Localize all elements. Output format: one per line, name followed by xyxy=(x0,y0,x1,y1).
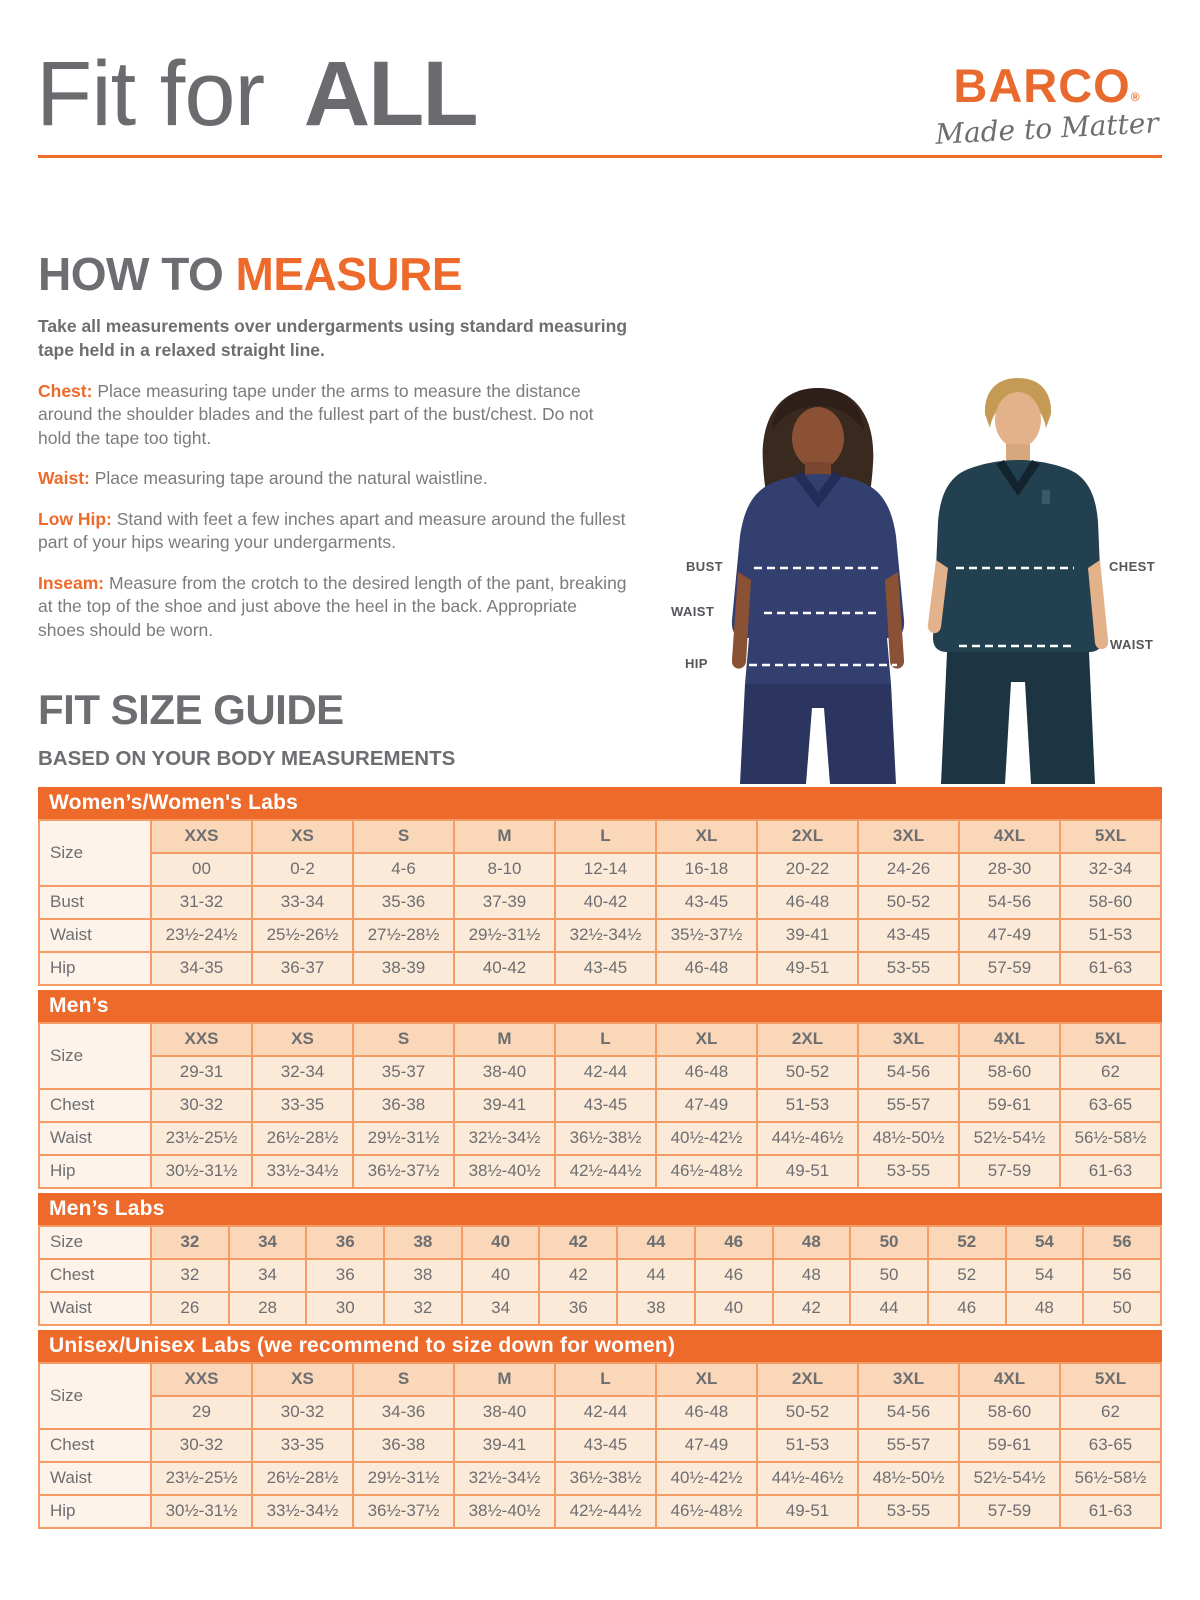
waist-label-man: WAIST xyxy=(1110,637,1154,652)
waist-label-woman: WAIST xyxy=(671,604,715,619)
measurement-value-cell: 54-56 xyxy=(959,886,1060,919)
numeric-size-cell: 30-32 xyxy=(252,1396,353,1429)
measurement-row-label: Chest xyxy=(39,1429,151,1462)
measurement-value-cell: 56½-58½ xyxy=(1060,1122,1161,1155)
size-header-cell: 5XL xyxy=(1060,1363,1161,1396)
size-header-cell: XXS xyxy=(151,1023,252,1056)
measurement-value-cell: 55-57 xyxy=(858,1429,959,1462)
step-label: Inseam: xyxy=(38,573,105,594)
hip-label: HIP xyxy=(685,656,708,671)
size-header-cell: XL xyxy=(656,820,757,853)
step-text: Stand with feet a few inches apart and measure around the fullest part of your hips wearing your undergarments. xyxy=(38,509,626,553)
measurement-value-cell: 44 xyxy=(850,1292,928,1325)
measurement-value-cell: 52½-54½ xyxy=(959,1122,1060,1155)
size-tables xyxy=(38,787,1162,1533)
size-header-cell: 44 xyxy=(617,1226,695,1259)
numeric-size-cell: 38-40 xyxy=(454,1056,555,1089)
measurement-value-cell: 35½-37½ xyxy=(656,919,757,952)
measurement-value-cell: 63-65 xyxy=(1060,1429,1161,1462)
table-row xyxy=(39,1495,1161,1528)
brand-wordmark: BARCO xyxy=(953,59,1131,112)
measurement-value-cell: 42 xyxy=(773,1292,851,1325)
measurement-row-label: Waist xyxy=(39,1292,151,1325)
measurement-row-label: Waist xyxy=(39,1462,151,1495)
page-title xyxy=(36,43,477,145)
numeric-size-cell: 20-22 xyxy=(757,853,858,886)
measurement-value-cell: 30½-31½ xyxy=(151,1495,252,1528)
measurement-value-cell: 23½-24½ xyxy=(151,919,252,952)
numeric-size-cell: 32-34 xyxy=(252,1056,353,1089)
measurement-value-cell: 29½-31½ xyxy=(454,919,555,952)
measurement-value-cell: 51-53 xyxy=(757,1429,858,1462)
numeric-size-cell: 0-2 xyxy=(252,853,353,886)
measure-step-chest xyxy=(38,380,628,450)
measurement-value-cell: 47-49 xyxy=(656,1089,757,1122)
brand-name xyxy=(930,59,1164,112)
measurement-value-cell: 28 xyxy=(229,1292,307,1325)
measurement-row-label: Waist xyxy=(39,919,151,952)
heading-orange-part: MEASURE xyxy=(235,248,463,300)
measurement-value-cell: 59-61 xyxy=(959,1089,1060,1122)
measurement-value-cell: 42 xyxy=(539,1259,617,1292)
table-title-band: Women’s/Women's Labs xyxy=(38,787,1162,819)
size-header-cell: 4XL xyxy=(959,1363,1060,1396)
numeric-size-cell: 42-44 xyxy=(555,1396,656,1429)
numeric-size-cell: 62 xyxy=(1060,1056,1161,1089)
measurement-value-cell: 36-38 xyxy=(353,1089,454,1122)
table-row xyxy=(39,952,1161,985)
numeric-size-cell: 50-52 xyxy=(757,1056,858,1089)
measurement-value-cell: 40-42 xyxy=(454,952,555,985)
numeric-size-cell: 24-26 xyxy=(858,853,959,886)
measurement-value-cell: 36½-37½ xyxy=(353,1495,454,1528)
measurement-value-cell: 33½-34½ xyxy=(252,1495,353,1528)
measurement-value-cell: 59-61 xyxy=(959,1429,1060,1462)
measurement-value-cell: 27½-28½ xyxy=(353,919,454,952)
size-header-cell: M xyxy=(454,820,555,853)
measurement-row-label: Chest xyxy=(39,1089,151,1122)
measurement-value-cell: 34-35 xyxy=(151,952,252,985)
measurement-value-cell: 53-55 xyxy=(858,1155,959,1188)
size-header-cell: XXS xyxy=(151,820,252,853)
measurement-value-cell: 32½-34½ xyxy=(454,1462,555,1495)
measurement-value-cell: 29½-31½ xyxy=(353,1122,454,1155)
size-header-cell: 48 xyxy=(773,1226,851,1259)
measurement-value-cell: 36 xyxy=(306,1259,384,1292)
measurement-row-label: Waist xyxy=(39,1122,151,1155)
measurement-value-cell: 46½-48½ xyxy=(656,1155,757,1188)
numeric-size-cell: 16-18 xyxy=(656,853,757,886)
measurement-value-cell: 51-53 xyxy=(1060,919,1161,952)
measurement-value-cell: 37-39 xyxy=(454,886,555,919)
numeric-size-cell: 50-52 xyxy=(757,1396,858,1429)
size-header-cell: 3XL xyxy=(858,1023,959,1056)
measurement-value-cell: 43-45 xyxy=(858,919,959,952)
measurement-value-cell: 50-52 xyxy=(858,886,959,919)
brand-logo xyxy=(930,59,1164,151)
chest-label: CHEST xyxy=(1109,559,1156,574)
numeric-size-cell: 54-56 xyxy=(858,1056,959,1089)
numeric-size-cell: 32-34 xyxy=(1060,853,1161,886)
size-header-cell: 3XL xyxy=(858,820,959,853)
measurement-value-cell: 43-45 xyxy=(656,886,757,919)
measurement-value-cell: 38 xyxy=(617,1292,695,1325)
table-row xyxy=(39,1155,1161,1188)
measurement-value-cell: 43-45 xyxy=(555,1429,656,1462)
measurement-value-cell: 23½-25½ xyxy=(151,1462,252,1495)
measurement-value-cell: 43-45 xyxy=(555,1089,656,1122)
measurement-value-cell: 46-48 xyxy=(757,886,858,919)
measurement-value-cell: 31-32 xyxy=(151,886,252,919)
size-header-cell: 36 xyxy=(306,1226,384,1259)
size-table xyxy=(38,1193,1162,1326)
how-to-measure-heading xyxy=(38,250,628,298)
measurement-value-cell: 26 xyxy=(151,1292,229,1325)
measurement-row-label: Bust xyxy=(39,886,151,919)
measurement-value-cell: 36½-38½ xyxy=(555,1462,656,1495)
measurement-value-cell: 26½-28½ xyxy=(252,1122,353,1155)
bust-label: BUST xyxy=(686,559,723,574)
size-header-cell: M xyxy=(454,1363,555,1396)
numeric-size-cell: 46-48 xyxy=(656,1056,757,1089)
measurement-value-cell: 30-32 xyxy=(151,1429,252,1462)
measurement-value-cell: 39-41 xyxy=(757,919,858,952)
measure-step-waist xyxy=(38,467,628,490)
table-row xyxy=(39,1429,1161,1462)
size-header-cell: 5XL xyxy=(1060,820,1161,853)
page-title-light: Fit for xyxy=(36,43,265,145)
measurement-row-label: Hip xyxy=(39,1495,151,1528)
measurement-value-cell: 38½-40½ xyxy=(454,1495,555,1528)
table-row xyxy=(39,1292,1161,1325)
size-header-cell: XL xyxy=(656,1023,757,1056)
measurement-value-cell: 30 xyxy=(306,1292,384,1325)
measurement-value-cell: 52 xyxy=(928,1259,1006,1292)
measurement-value-cell: 44½-46½ xyxy=(757,1122,858,1155)
heading-gray-part: HOW TO xyxy=(38,248,224,300)
size-header-cell: L xyxy=(555,1023,656,1056)
numeric-size-cell: 29-31 xyxy=(151,1056,252,1089)
measurement-value-cell: 63-65 xyxy=(1060,1089,1161,1122)
measurement-value-cell: 56½-58½ xyxy=(1060,1462,1161,1495)
man-figure xyxy=(928,378,1108,784)
size-header-cell: L xyxy=(555,820,656,853)
size-header-cell: L xyxy=(555,1363,656,1396)
measurement-value-cell: 46½-48½ xyxy=(656,1495,757,1528)
size-row-label: Size xyxy=(39,1023,151,1089)
measurement-models-figure xyxy=(650,372,1162,784)
measurement-value-cell: 57-59 xyxy=(959,952,1060,985)
numeric-size-cell: 46-48 xyxy=(656,1396,757,1429)
registered-mark-icon: ® xyxy=(1130,90,1141,104)
measurement-value-cell: 32 xyxy=(384,1292,462,1325)
size-header-cell: M xyxy=(454,1023,555,1056)
measurement-value-cell: 61-63 xyxy=(1060,1495,1161,1528)
step-text: Place measuring tape around the natural waistline. xyxy=(94,468,488,489)
size-header-cell: S xyxy=(353,1363,454,1396)
numeric-size-cell: 58-60 xyxy=(959,1056,1060,1089)
measurement-value-cell: 36-37 xyxy=(252,952,353,985)
measurement-value-cell: 53-55 xyxy=(858,952,959,985)
measurement-row-label: Hip xyxy=(39,1155,151,1188)
measurement-value-cell: 36-38 xyxy=(353,1429,454,1462)
measurement-value-cell: 49-51 xyxy=(757,1155,858,1188)
measurement-value-cell: 38½-40½ xyxy=(454,1155,555,1188)
measurement-value-cell: 48 xyxy=(1006,1292,1084,1325)
measurement-value-cell: 33-34 xyxy=(252,886,353,919)
measurement-value-cell: 47-49 xyxy=(656,1429,757,1462)
size-header-cell: 4XL xyxy=(959,820,1060,853)
step-label: Waist: xyxy=(38,468,90,489)
measurement-value-cell: 44½-46½ xyxy=(757,1462,858,1495)
numeric-size-cell: 62 xyxy=(1060,1396,1161,1429)
measurement-value-cell: 52½-54½ xyxy=(959,1462,1060,1495)
numeric-size-cell: 4-6 xyxy=(353,853,454,886)
measurement-value-cell: 57-59 xyxy=(959,1495,1060,1528)
measurement-value-cell: 33½-34½ xyxy=(252,1155,353,1188)
step-label: Low Hip: xyxy=(38,509,112,530)
measurement-value-cell: 47-49 xyxy=(959,919,1060,952)
step-label: Chest: xyxy=(38,381,93,402)
numeric-size-cell: 28-30 xyxy=(959,853,1060,886)
measurement-value-cell: 49-51 xyxy=(757,952,858,985)
measurement-value-cell: 39-41 xyxy=(454,1089,555,1122)
table-row xyxy=(39,1259,1161,1292)
size-row-label: Size xyxy=(39,1363,151,1429)
fit-size-guide-subheading: BASED ON YOUR BODY MEASUREMENTS xyxy=(38,747,456,770)
numeric-size-cell: 42-44 xyxy=(555,1056,656,1089)
numeric-size-cell: 58-60 xyxy=(959,1396,1060,1429)
measurement-value-cell: 36½-37½ xyxy=(353,1155,454,1188)
step-text: Measure from the crotch to the desired length of the pant, breaking at the top of the shoe and just above the heel in the back. Appropriate shoes should be worn. xyxy=(38,573,627,640)
measurement-value-cell: 26½-28½ xyxy=(252,1462,353,1495)
size-header-cell: 56 xyxy=(1083,1226,1161,1259)
measurement-value-cell: 35-36 xyxy=(353,886,454,919)
measurement-value-cell: 48½-50½ xyxy=(858,1122,959,1155)
measurement-value-cell: 48½-50½ xyxy=(858,1462,959,1495)
measurement-value-cell: 43-45 xyxy=(555,952,656,985)
measurement-value-cell: 40½-42½ xyxy=(656,1462,757,1495)
size-header-cell: XL xyxy=(656,1363,757,1396)
measurement-value-cell: 36½-38½ xyxy=(555,1122,656,1155)
table-title-band: Unisex/Unisex Labs (we recommend to size down for women) xyxy=(38,1330,1162,1362)
how-to-measure-section xyxy=(38,250,628,659)
numeric-size-cell: 29 xyxy=(151,1396,252,1429)
measurement-value-cell: 44 xyxy=(617,1259,695,1292)
measurement-value-cell: 30-32 xyxy=(151,1089,252,1122)
measurement-value-cell: 38 xyxy=(384,1259,462,1292)
size-table xyxy=(38,1330,1162,1529)
measurement-value-cell: 57-59 xyxy=(959,1155,1060,1188)
size-header-cell: S xyxy=(353,820,454,853)
measurement-value-cell: 29½-31½ xyxy=(353,1462,454,1495)
measurement-value-cell: 23½-25½ xyxy=(151,1122,252,1155)
size-header-cell: 5XL xyxy=(1060,1023,1161,1056)
measurement-value-cell: 40-42 xyxy=(555,886,656,919)
size-row-label: Size xyxy=(39,820,151,886)
table-title-band: Men’s xyxy=(38,990,1162,1022)
table-row xyxy=(39,1089,1161,1122)
size-header-cell: 46 xyxy=(695,1226,773,1259)
measure-step-low-hip xyxy=(38,508,628,555)
measurement-value-cell: 58-60 xyxy=(1060,886,1161,919)
measure-intro: Take all measurements over undergarments using standard measuring tape held in a relaxed straight line. xyxy=(38,316,628,360)
numeric-size-cell: 35-37 xyxy=(353,1056,454,1089)
size-header-cell: 2XL xyxy=(757,1363,858,1396)
table-title-band: Men’s Labs xyxy=(38,1193,1162,1225)
measurement-value-cell: 50 xyxy=(1083,1292,1161,1325)
measurement-value-cell: 32½-34½ xyxy=(454,1122,555,1155)
measurement-value-cell: 54 xyxy=(1006,1259,1084,1292)
measurement-value-cell: 33-35 xyxy=(252,1429,353,1462)
measurement-value-cell: 61-63 xyxy=(1060,1155,1161,1188)
size-header-cell: 2XL xyxy=(757,1023,858,1056)
size-table xyxy=(38,990,1162,1189)
size-header-cell: 32 xyxy=(151,1226,229,1259)
numeric-size-cell: 12-14 xyxy=(555,853,656,886)
measurement-value-cell: 39-41 xyxy=(454,1429,555,1462)
measurement-value-cell: 30½-31½ xyxy=(151,1155,252,1188)
size-header-cell: 38 xyxy=(384,1226,462,1259)
measurement-value-cell: 50 xyxy=(850,1259,928,1292)
measurement-value-cell: 38-39 xyxy=(353,952,454,985)
measurement-value-cell: 46 xyxy=(695,1259,773,1292)
numeric-size-cell: 54-56 xyxy=(858,1396,959,1429)
size-header-cell: 54 xyxy=(1006,1226,1084,1259)
size-header-cell: XS xyxy=(252,820,353,853)
measurement-value-cell: 48 xyxy=(773,1259,851,1292)
measurement-value-cell: 42½-44½ xyxy=(555,1495,656,1528)
page-title-bold: ALL xyxy=(303,43,477,145)
numeric-size-cell: 8-10 xyxy=(454,853,555,886)
measurement-value-cell: 51-53 xyxy=(757,1089,858,1122)
measurement-value-cell: 32½-34½ xyxy=(555,919,656,952)
numeric-size-cell: 34-36 xyxy=(353,1396,454,1429)
numeric-size-cell: 00 xyxy=(151,853,252,886)
numeric-size-cell: 38-40 xyxy=(454,1396,555,1429)
size-header-cell: S xyxy=(353,1023,454,1056)
measurement-value-cell: 46-48 xyxy=(656,952,757,985)
measurement-value-cell: 55-57 xyxy=(858,1089,959,1122)
size-table xyxy=(38,787,1162,986)
measurement-value-cell: 40 xyxy=(695,1292,773,1325)
header-divider-rule xyxy=(38,155,1162,158)
size-header-cell: XS xyxy=(252,1023,353,1056)
size-header-cell: 4XL xyxy=(959,1023,1060,1056)
measurement-value-cell: 32 xyxy=(151,1259,229,1292)
size-header-cell: 52 xyxy=(928,1226,1006,1259)
size-header-cell: XXS xyxy=(151,1363,252,1396)
measurement-value-cell: 36 xyxy=(539,1292,617,1325)
size-header-cell: 40 xyxy=(462,1226,540,1259)
measurement-row-label: Hip xyxy=(39,952,151,985)
woman-figure xyxy=(732,388,904,784)
measurement-value-cell: 40½-42½ xyxy=(656,1122,757,1155)
measurement-value-cell: 53-55 xyxy=(858,1495,959,1528)
measurement-value-cell: 42½-44½ xyxy=(555,1155,656,1188)
size-row-label: Size xyxy=(39,1226,151,1259)
measurement-row-label: Chest xyxy=(39,1259,151,1292)
measurement-value-cell: 40 xyxy=(462,1259,540,1292)
measurement-value-cell: 25½-26½ xyxy=(252,919,353,952)
table-row xyxy=(39,919,1161,952)
measurement-value-cell: 49-51 xyxy=(757,1495,858,1528)
size-header-cell: 34 xyxy=(229,1226,307,1259)
brand-tagline: Made to Matter xyxy=(934,106,1160,151)
measurement-value-cell: 33-35 xyxy=(252,1089,353,1122)
size-header-cell: 50 xyxy=(850,1226,928,1259)
measurement-value-cell: 34 xyxy=(229,1259,307,1292)
size-header-cell: 3XL xyxy=(858,1363,959,1396)
fit-size-guide-heading: FIT SIZE GUIDE xyxy=(38,686,344,733)
measurement-value-cell: 46 xyxy=(928,1292,1006,1325)
step-text: Place measuring tape under the arms to measure the distance around the shoulder blades and the fullest part of the bust/chest. Do not hold the tape too tight. xyxy=(38,381,594,448)
size-header-cell: 2XL xyxy=(757,820,858,853)
measurement-value-cell: 56 xyxy=(1083,1259,1161,1292)
models-illustration xyxy=(650,372,1162,784)
measurement-value-cell: 34 xyxy=(462,1292,540,1325)
measure-step-inseam xyxy=(38,572,628,642)
size-header-cell: XS xyxy=(252,1363,353,1396)
table-row xyxy=(39,1462,1161,1495)
table-row xyxy=(39,1122,1161,1155)
size-header-cell: 42 xyxy=(539,1226,617,1259)
measurement-value-cell: 61-63 xyxy=(1060,952,1161,985)
table-row xyxy=(39,886,1161,919)
